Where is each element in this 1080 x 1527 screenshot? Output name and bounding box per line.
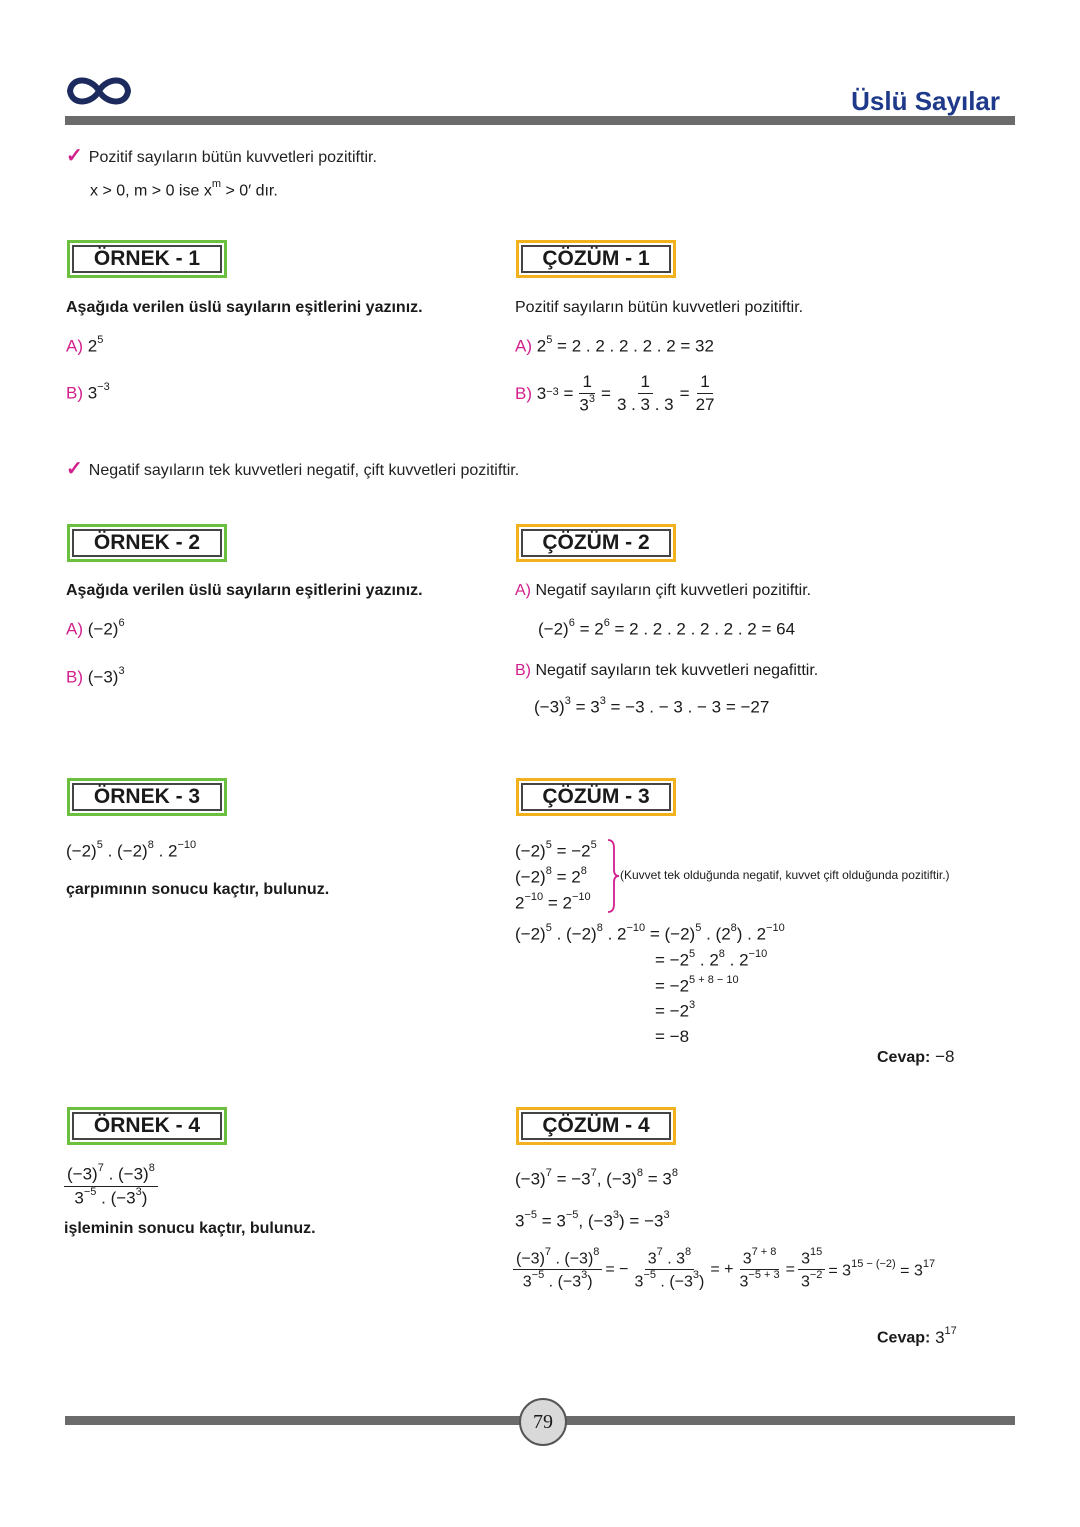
example-1-option-a: A) $2^5$ bbox=[66, 334, 104, 356]
example-3-label: ÖRNEK - 3 bbox=[67, 778, 227, 816]
solution-1-part-a: A) $2^5 = 2$ . 2 . 2 . 2 . 2 = 32 bbox=[515, 334, 714, 356]
example-3-expression: $(-2)^5$ . $(-2)^8$ . $2^{-10}$ bbox=[66, 839, 197, 861]
solution-4-chain: $\frac{(-3)^7 . (-3)^8}{3^{-5} . (-3^3)}$ = − $\frac{3^7 . 3^8}{3^{-5} . (-3^3)}$ = + $\frac{3^{7 + 8}}{3^{-5 + 3}}$ = $\frac{3^{15}}{3^{-2}}$ = $3^{15 - (-2)} = 3^{17}$ bbox=[513, 1248, 935, 1292]
solution-3-brace-note: (Kuvvet tek olduğunda negatif, kuvvet çift olduğunda pozitiftir.) bbox=[620, 868, 950, 882]
example-4-label: ÖRNEK - 4 bbox=[67, 1107, 227, 1145]
fraction: $\frac{(-3)^7 . (-3)^8}{3^{-5} . (-3^3)}$ bbox=[64, 1164, 158, 1208]
solution-1-intro: Pozitif sayıların bütün kuvvetleri pozitiftir. bbox=[515, 299, 804, 316]
example-1-question: Aşağıda verilen üslü sayıların eşitlerini yazınız. bbox=[66, 299, 423, 316]
example-4-expression bbox=[64, 1164, 158, 1208]
solution-3-line-1: $(-2)^5 = -2^5$ bbox=[515, 839, 597, 861]
example-2-question: Aşağıda verilen üslü sayıların eşitlerini yazınız. bbox=[66, 582, 423, 599]
solution-3-line-3: $2^{-10} = 2^{-10}$ bbox=[515, 891, 591, 913]
solution-2-part-a-math: $(-2)^6 = 2^6 = 2$ . 2 . 2 . 2 . 2 . 2 = 64 bbox=[538, 617, 796, 639]
fraction: $\frac{1}{27}$ bbox=[695, 372, 715, 415]
example-1-option-b: B) $3^{-3}$ bbox=[66, 381, 110, 403]
solution-4-label: ÇÖZÜM - 4 bbox=[516, 1107, 676, 1145]
note-positive-rule: x > 0, m > 0 ise $x^m > 0'$ dır. bbox=[90, 178, 278, 200]
solution-3-step-5: = −8 bbox=[655, 1027, 690, 1046]
fraction: $\frac{1}{3^3}$ bbox=[579, 372, 595, 415]
example-2-option-a: A) $(-2)^6$ bbox=[66, 617, 125, 639]
page-number: 79 bbox=[519, 1398, 567, 1446]
check-icon: ✓ bbox=[66, 458, 83, 480]
solution-3-label: ÇÖZÜM - 3 bbox=[516, 778, 676, 816]
chapter-title: Üslü Sayılar bbox=[851, 86, 1000, 116]
fraction: $\frac{3^7 . 3^8}{3^{-5} . (-3^3)}$ bbox=[634, 1246, 705, 1291]
solution-4-answer: Cevap: $3^{17}$ bbox=[877, 1325, 957, 1347]
example-2-option-b: B) $(-3)^3$ bbox=[66, 665, 125, 687]
fraction: $\frac{1}{3 . 3 . 3}$ bbox=[616, 372, 674, 415]
solution-3-step-2: = $-2^5$ . $2^8$ . $2^{-10}$ bbox=[655, 948, 768, 970]
solution-3-line-2: $(-2)^8 = 2^8$ bbox=[515, 865, 587, 887]
fraction: $\frac{3^{7 + 8}}{3^{-5 + 3}}$ bbox=[739, 1246, 780, 1291]
solution-2-part-b-math: $(-3)^3 = 3^3 = -3$ . − 3 . − 3 = −27 bbox=[534, 695, 770, 717]
curly-brace bbox=[606, 838, 620, 914]
solution-1-label: ÇÖZÜM - 1 bbox=[516, 240, 676, 278]
solution-2-label: ÇÖZÜM - 2 bbox=[516, 524, 676, 562]
infinity-icon bbox=[64, 70, 134, 112]
solution-3-step-4: = $-2^3$ bbox=[655, 999, 696, 1021]
example-1-label: ÖRNEK - 1 bbox=[67, 240, 227, 278]
solution-4-line-2: $3^{-5} = 3^{-5}$, $(-3^3) = -3^3$ bbox=[515, 1209, 670, 1231]
solution-4-line-1: $(-3)^7 = -3^7$, $(-3)^8 = 3^8$ bbox=[515, 1167, 678, 1189]
check-icon: ✓ bbox=[66, 145, 83, 167]
header-rule bbox=[65, 116, 1015, 125]
note-negative: ✓ Negatif sayıların tek kuvvetleri negatif, çift kuvvetleri pozitiftir. bbox=[66, 458, 520, 480]
solution-3-answer: Cevap: −8 bbox=[877, 1047, 955, 1066]
solution-3-step-1: $(-2)^5$ . $(-2)^8$ . $2^{-10} = (-2)^5$ . $(2^8)$ . $2^{-10}$ bbox=[515, 922, 785, 944]
solution-2-part-b-text: B) Negatif sayıların tek kuvvetleri negafittir. bbox=[515, 662, 819, 679]
fraction: $\frac{(-3)^7 . (-3)^8}{3^{-5} . (-3^3)}$ bbox=[513, 1248, 602, 1292]
solution-2-part-a-text: A) Negatif sayıların çift kuvvetleri pozitiftir. bbox=[515, 582, 812, 599]
solution-3-step-3: = $-2^{5 + 8 - 10}$ bbox=[655, 974, 739, 996]
example-3-question: çarpımının sonucu kaçtır, bulunuz. bbox=[66, 881, 330, 898]
note-positive: ✓ Pozitif sayıların bütün kuvvetleri pozitiftir. bbox=[66, 145, 377, 167]
example-4-question: işleminin sonucu kaçtır, bulunuz. bbox=[64, 1220, 316, 1237]
example-2-label: ÖRNEK - 2 bbox=[67, 524, 227, 562]
solution-1-part-b: B) 3 $^{-3}$ = $\frac{1}{3^3}$ = $\frac{1}{3 . 3 . 3}$ = $\frac{1}{27}$ bbox=[515, 372, 721, 416]
fraction: $\frac{3^{15}}{3^{-2}}$ bbox=[798, 1248, 825, 1292]
